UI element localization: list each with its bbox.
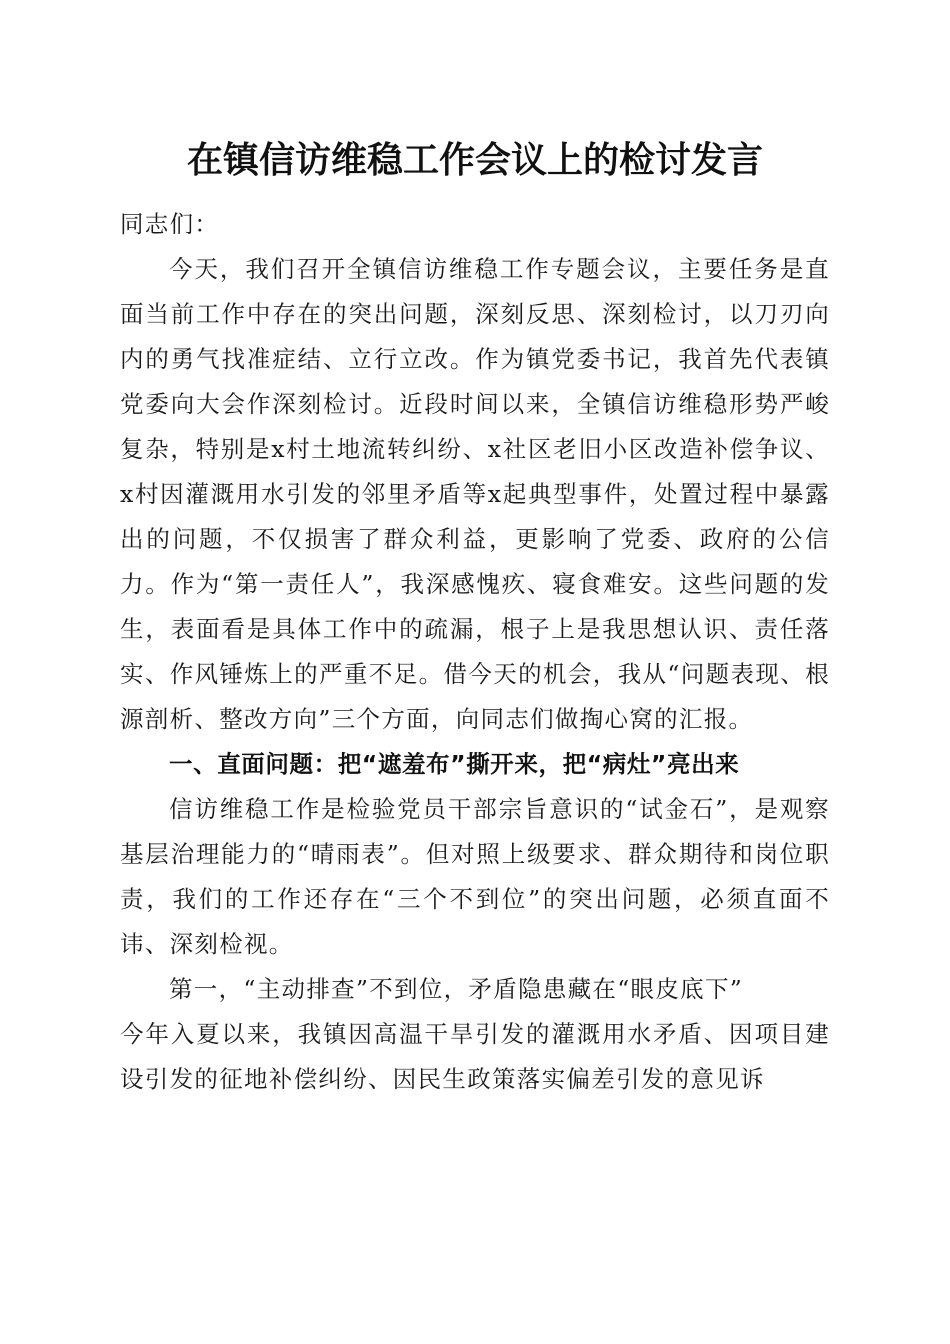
document-body (120, 202, 830, 1102)
document-title: 在镇信访维稳工作会议上的检讨发言 (186, 139, 763, 181)
subheading-first: 第一，“主动排查”不到位，矛盾隐患藏在“眼皮底下” (169, 975, 744, 1003)
paragraph-section-1-intro: 信访维稳工作是检验党员干部宗旨意识的“试金石”，是观察基层治理能力的“晴雨表”。但对照上级要求、群众期待和岗位职责，我们的工作还存在“三个不到位”的突出问题，必须直面不讳、深刻检视。 (120, 795, 830, 958)
section-heading-1: 一、直面问题：把“遮羞布”撕开来，把“病灶”亮出来 (169, 750, 740, 778)
paragraph-opening: 今天，我们召开全镇信访维稳工作专题会议，主要任务是直面当前工作中存在的突出问题，深刻反思、深刻检讨，以刀刃向内的勇气找准症结、立行立改。作为镇党委书记，我首先代表镇党委向大会作深刻检讨。近段时间以来，全镇信访维稳形势严峻复杂，特别是x村土地流转纠纷、x社区老旧小区改造补偿争议、x村因灌溉用水引发的邻里矛盾等x起典型事件，处置过程中暴露出的问题，不仅损害了群众利益，更影响了党委、政府的公信力。作为“第一责任人”，我深感愧疚、寝食难安。这些问题的发生，表面看是具体工作中的疏漏，根子上是我思想认识、责任落实、作风锤炼上的严重不足。借今天的机会，我从“问题表现、根源剖析、整改方向”三个方面，向同志们做掏心窝的汇报。 (120, 255, 830, 733)
paragraph-first-point: 今年入夏以来，我镇因高温干旱引发的灌溉用水矛盾、因项目建设引发的征地补偿纠纷、因民生政策落实偏差引发的意见诉 (120, 1020, 830, 1093)
salutation: 同志们： (120, 210, 220, 238)
